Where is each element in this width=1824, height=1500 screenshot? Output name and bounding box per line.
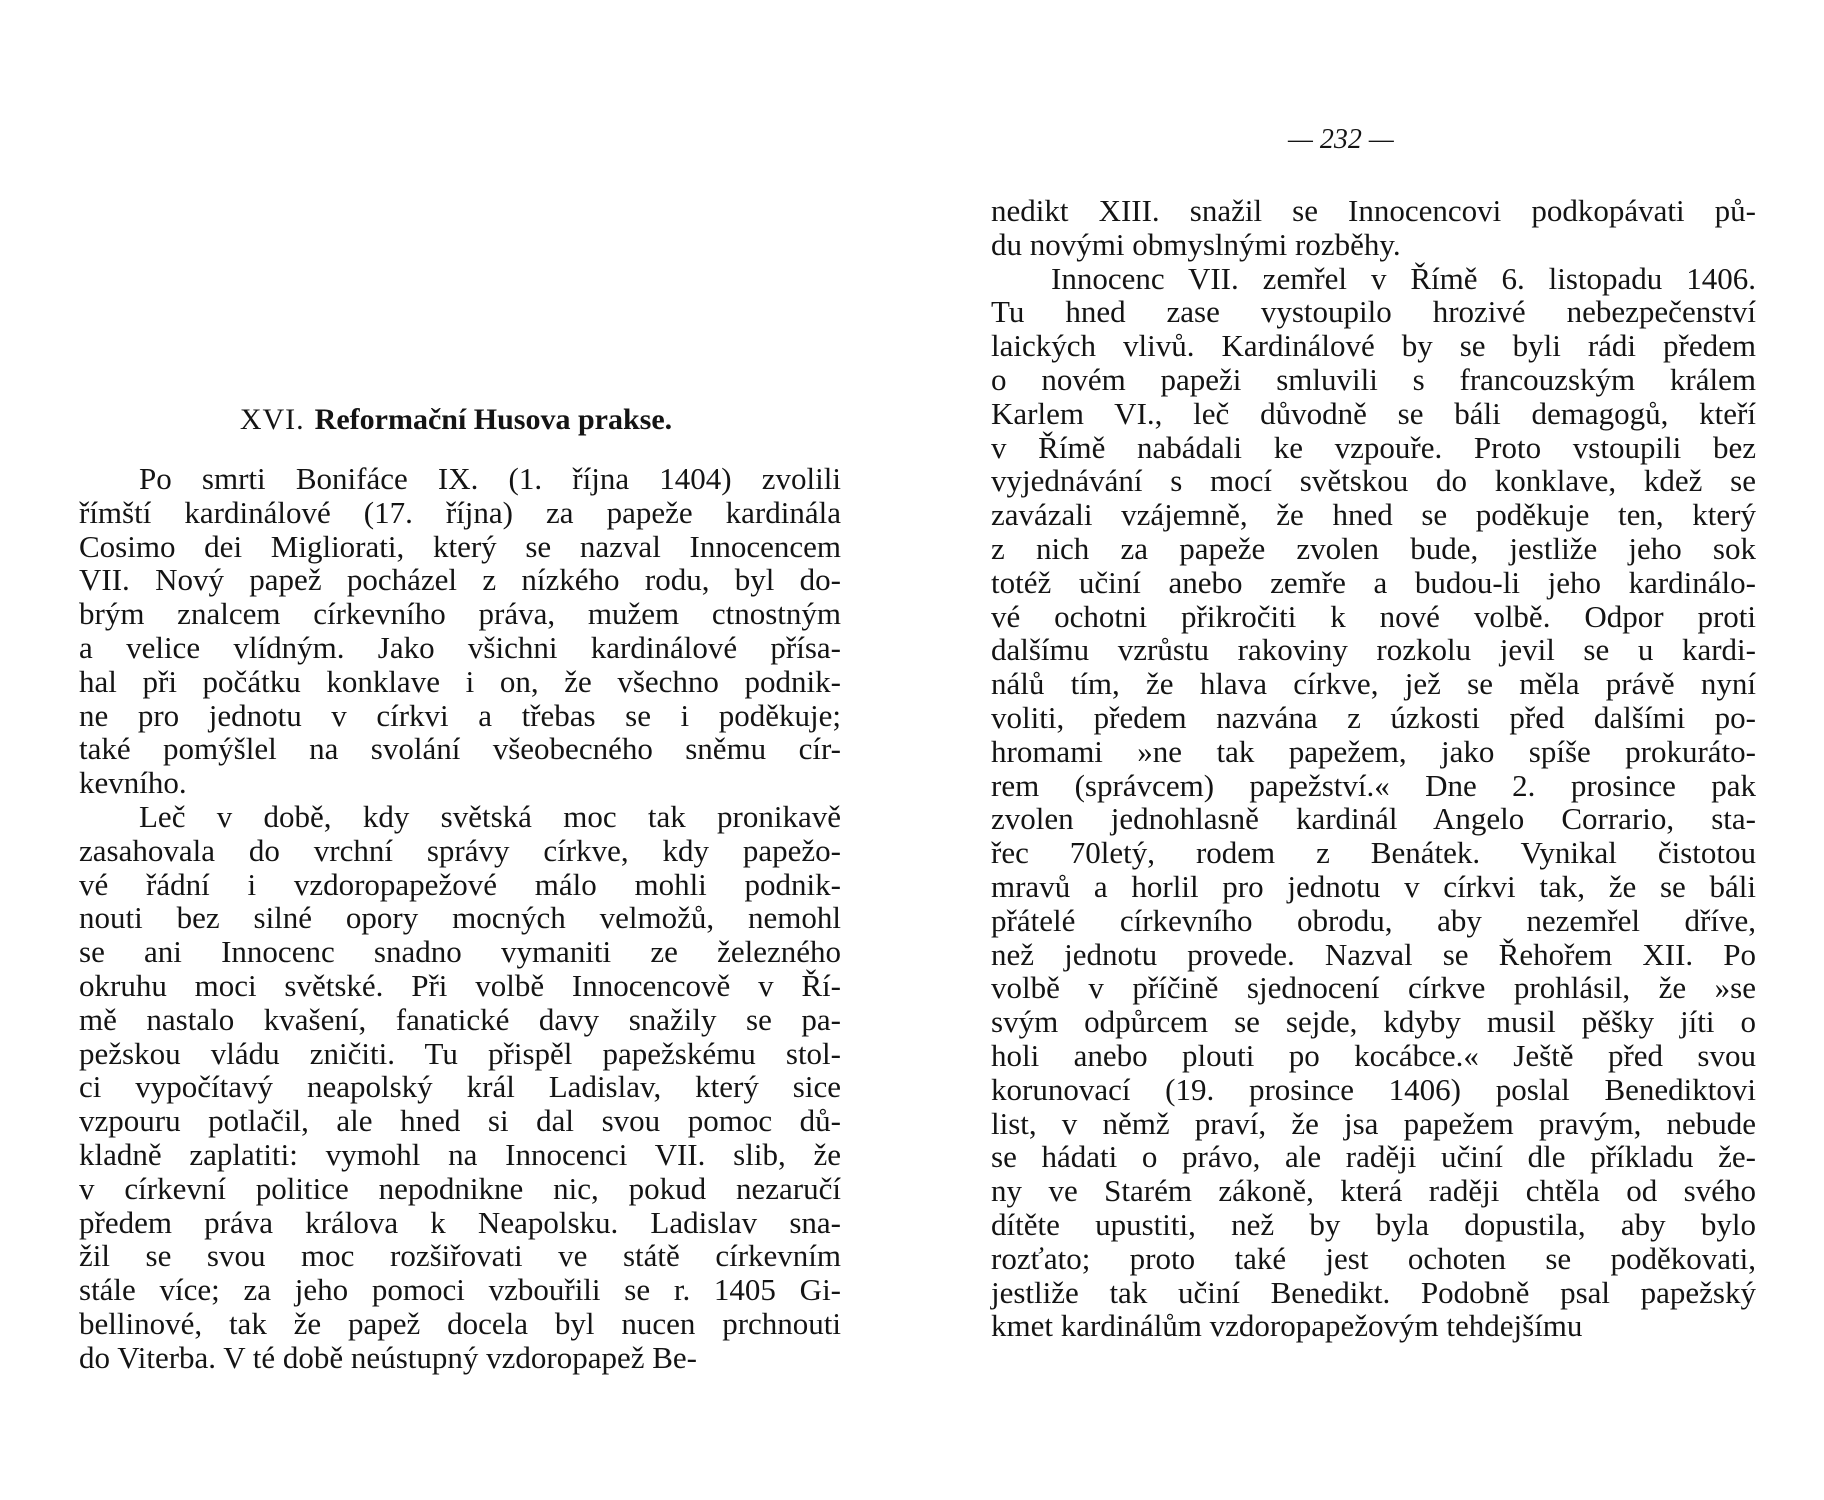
text-line: než jednotu provede. Nazval se Řehořem XII. Po — [991, 936, 1756, 972]
text-line: a velice vlídným. Jako všichni kardinálové přísa- — [79, 629, 841, 665]
text-line: laických vlivů. Kardinálové by se byli rádi předem — [991, 328, 1756, 364]
text-line: Karlem VI., leč důvodně se báli demagogů, kteří — [991, 395, 1756, 431]
text-line: předem práva králova k Neapolsku. Ladislav sna- — [79, 1204, 841, 1240]
text-line: mě nastalo kvašení, fanatické davy snažily se pa- — [79, 1001, 841, 1037]
text-line: se ani Innocenc snadno vymaniti ze železného — [79, 934, 841, 970]
page-number: — 232 — — [1288, 124, 1394, 155]
paragraph — [79, 462, 841, 800]
chapter-number: XVI. — [239, 403, 305, 436]
text-line: svým odpůrcem se sejde, kdyby musil pěšky jíti o — [991, 1004, 1756, 1040]
text-line: Innocenc VII. zemřel v Římě 6. listopadu 1406. — [1051, 260, 1756, 296]
text-line: v církevní politice nepodnikne nic, pokud nezaručí — [79, 1170, 841, 1206]
text-line: brým znalcem církevního práva, mužem ctnostným — [79, 596, 841, 632]
text-line: ci vypočítavý neapolský král Ladislav, který sice — [79, 1069, 841, 1105]
text-line: okruhu moci světské. Při volbě Innocencově v Ří- — [79, 967, 841, 1003]
right-page — [912, 0, 1824, 1500]
text-line: zvolen jednohlasně kardinál Angelo Corrario, sta- — [991, 801, 1756, 837]
text-line: jestliže tak učiní Benedikt. Podobně psal papežský — [991, 1274, 1756, 1310]
text-line: o novém papeži smluvili s francouzským králem — [991, 361, 1756, 397]
text-line: ne pro jednotu v církvi a třebas se i poděkuje; — [79, 697, 841, 733]
text-line: žil se svou moc rozšiřovati ve státě církevním — [79, 1238, 841, 1274]
text-line: Tu hned zase vystoupilo hrozivé nebezpečenství — [991, 294, 1756, 330]
text-line: du novými obmyslnými rozběhy. — [991, 226, 1401, 262]
text-line: rem (správcem) papežství.« Dne 2. prosince pak — [991, 767, 1756, 803]
text-line: VII. Nový papež pocházel z nízkého rodu, byl do- — [79, 562, 841, 598]
paragraph — [991, 194, 1756, 262]
text-line: Cosimo dei Migliorati, který se nazval Innocencem — [79, 528, 841, 564]
text-line: vzpouru potlačil, ale hned si dal svou pomoc dů- — [79, 1103, 841, 1139]
text-line: z nich za papeže zvolen bude, jestliže jeho sok — [991, 530, 1756, 566]
text-line: Leč v době, kdy světská moc tak pronikavě — [139, 798, 841, 834]
text-line: ny ve Starém zákoně, která raději chtěla od svého — [991, 1173, 1756, 1209]
text-line: v Římě nabádali ke vzpouře. Proto vstoupili bez — [991, 429, 1756, 465]
text-line: hal při počátku konklave i on, že všechno podnik- — [79, 663, 841, 699]
text-line: dalšímu vzrůstu rakoviny rozkolu jevil se u kardi- — [991, 632, 1756, 668]
text-line: vé řádní i vzdoropapežové málo mohli podnik- — [79, 866, 841, 902]
chapter-title — [0, 403, 912, 437]
text-line: nedikt XIII. snažil se Innocencovi podkopávati pů- — [991, 193, 1756, 228]
text-line: pežskou vládu zničiti. Tu přispěl papežskému stol- — [79, 1035, 841, 1071]
text-line: list, v němž praví, že jsa papežem pravým, nebude — [991, 1105, 1756, 1141]
text-line: korunovací (19. prosince 1406) poslal Benediktovi — [991, 1071, 1756, 1107]
text-line: nálů tím, že hlava církve, jež se měla právě nyní — [991, 666, 1756, 702]
right-page-body — [991, 194, 1756, 1343]
paragraph — [79, 800, 841, 1375]
text-line: kladně zaplatiti: vymohl na Innocenci VII. slib, že — [79, 1136, 841, 1172]
text-line: dítěte upustiti, než by byla dopustila, aby bylo — [991, 1206, 1756, 1242]
text-line: zasahovala do vrchní správy církve, kdy papežo- — [79, 832, 841, 868]
text-line: vyjednávání s mocí světskou do konklave, kdež se — [991, 463, 1756, 499]
text-line: řec 70letý, rodem z Benátek. Vynikal čistotou — [991, 835, 1756, 871]
text-line: do Viterba. V té době neústupný vzdoropapež Be- — [79, 1339, 697, 1375]
text-line: se hádati o právo, ale raději učiní dle příkladu že- — [991, 1139, 1756, 1175]
text-line: holi anebo plouti po kocábce.« Ještě před svou — [991, 1037, 1756, 1073]
text-line: nouti bez silné opory mocných velmožů, nemohl — [79, 900, 841, 936]
paragraph — [991, 262, 1756, 1344]
text-line: stále více; za jeho pomoci vzbouřili se r. 1405 Gi- — [79, 1272, 841, 1308]
text-line: kevního. — [79, 765, 187, 801]
text-line: římští kardinálové (17. října) za papeže kardinála — [79, 494, 841, 530]
text-line: přátelé církevního obrodu, aby nezemřel dříve, — [991, 902, 1756, 938]
text-line: vé ochotni přikročiti k nové volbě. Odpor proti — [991, 598, 1756, 634]
text-line: Po smrti Bonifáce IX. (1. října 1404) zvolili — [139, 461, 841, 496]
text-line: hromami »ne tak papežem, jako spíše prokuráto- — [991, 733, 1756, 769]
chapter-heading: Reformační Husova prakse. — [314, 403, 673, 436]
text-line: totéž učiní anebo zemře a budou-li jeho kardinálo- — [991, 564, 1756, 600]
text-line: zavázali vzájemně, že hned se poděkuje ten, který — [991, 497, 1756, 533]
left-page-body — [79, 462, 841, 1375]
text-line: mravů a horlil pro jednotu v církvi tak, že se báli — [991, 868, 1756, 904]
text-line: rozťato; proto také jest ochoten se poděkovati, — [991, 1240, 1756, 1276]
text-line: také pomýšlel na svolání všeobecného sněmu cír- — [79, 731, 841, 767]
text-line: voliti, předem nazvána z úzkosti před dalšími po- — [991, 699, 1756, 735]
text-line: kmet kardinálům vzdoropapežovým tehdejšímu — [991, 1308, 1583, 1344]
text-line: bellinové, tak že papež docela byl nucen prchnouti — [79, 1305, 841, 1341]
text-line: volbě v příčině sjednocení církve prohlásil, že »se — [991, 970, 1756, 1006]
